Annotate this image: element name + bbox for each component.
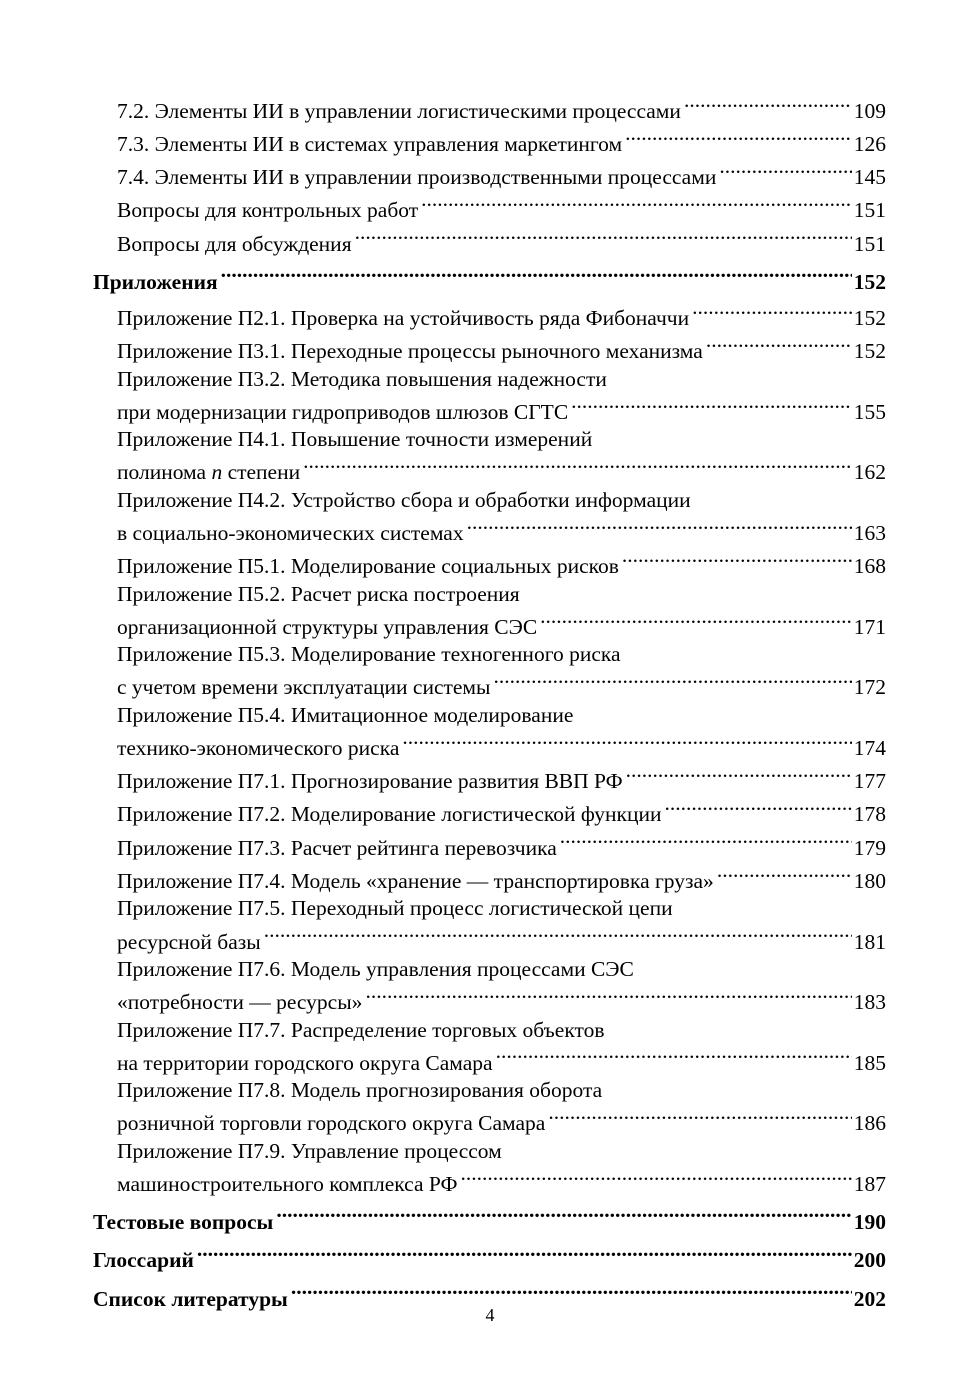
toc-entry-title: Приложение П7.3. Расчет рейтинга перевозчика	[117, 835, 557, 860]
toc-leader-dots	[661, 796, 851, 822]
toc-entry-first-line: Приложение П4.2. Устройство сбора и обработки информации	[117, 487, 691, 512]
toc-entry-title: Глоссарий	[93, 1248, 194, 1273]
toc-entry-title-part: степени	[222, 460, 301, 485]
toc-page-number: 145	[853, 165, 886, 190]
toc-entry-title: Приложение П2.1. Проверка на устойчивость ряда Фибоначчи	[117, 306, 690, 331]
toc-entry[interactable]	[93, 332, 886, 365]
toc-leader-dots	[362, 983, 851, 1009]
toc-entry-title: машиностроительного комплекса РФ	[117, 1171, 458, 1196]
toc-entry-title: в социально-экономических системах	[117, 521, 464, 546]
toc-page-number: 172	[853, 675, 886, 700]
toc-entry[interactable]	[93, 92, 886, 125]
toc-entry-title: Вопросы для обсуждения	[117, 231, 352, 256]
toc-leader-dots	[273, 1203, 851, 1229]
toc-leader-dots	[352, 225, 852, 251]
toc-page-number: 109	[853, 98, 886, 123]
toc-page-number: 152	[853, 269, 886, 294]
toc-leader-dots	[493, 1044, 852, 1070]
toc-entry-first-line: Приложение П7.5. Переходный процесс логистической цепи	[117, 896, 673, 921]
toc-entry[interactable]	[93, 125, 886, 158]
toc-entry-title: при модернизации гидроприводов шлюзов СГТС	[117, 399, 569, 424]
toc-entry[interactable]	[93, 862, 886, 895]
toc-leader-dots	[194, 1242, 852, 1268]
toc-entry-title: Список литературы	[93, 1286, 288, 1311]
toc-page-number: 178	[853, 802, 886, 827]
toc-leader-dots	[418, 192, 852, 218]
toc-entry-title: Вопросы для контрольных работ	[117, 198, 419, 223]
toc-section-entry[interactable]	[93, 1242, 886, 1275]
toc-entry-first-line: Приложение П7.6. Модель управления процессами СЭС	[117, 956, 634, 981]
toc-leader-dots	[537, 608, 852, 634]
toc-entry-title: с учетом времени эксплуатации системы	[117, 675, 491, 700]
toc-entry-first-line: Приложение П7.7. Распределение торговых объектов	[117, 1017, 605, 1042]
toc-section-entry[interactable]	[93, 1203, 886, 1236]
toc-page-number: 155	[853, 399, 886, 424]
toc-page-number: 185	[853, 1050, 886, 1075]
toc-entry[interactable]	[93, 299, 886, 332]
toc-entry-italic: n	[211, 460, 223, 485]
toc-leader-dots	[681, 92, 852, 118]
toc-entry-first-line: Приложение П5.3. Моделирование техногенного риска	[117, 642, 621, 667]
toc-entry[interactable]	[93, 729, 886, 762]
toc-page-number: 152	[853, 339, 886, 364]
page-number: 4	[485, 1305, 495, 1325]
toc-leader-dots	[545, 1105, 851, 1131]
toc-page-number: 163	[853, 521, 886, 546]
toc-entry[interactable]	[93, 1165, 886, 1198]
toc-entry-title	[117, 459, 300, 486]
toc-page-number: 177	[853, 769, 886, 794]
toc-leader-dots	[557, 829, 852, 855]
toc-entry-title: организационной структуры управления СЭС	[117, 614, 538, 639]
toc-entry-first-line: Приложение П7.9. Управление процессом	[117, 1138, 502, 1163]
toc-entry[interactable]	[93, 829, 886, 862]
toc-leader-dots	[261, 923, 852, 949]
toc-entry-title: Тестовые вопросы	[93, 1210, 274, 1235]
toc-entry-title: 7.2. Элементы ИИ в управлении логистическими процессами	[117, 98, 681, 123]
toc-entry-title: «потребности — ресурсы»	[117, 990, 363, 1015]
toc-leader-dots	[218, 263, 852, 289]
toc-page-number: 190	[853, 1210, 886, 1235]
toc-page-number: 179	[853, 835, 886, 860]
toc-entry[interactable]	[93, 192, 886, 225]
toc-entry-title: технико-экономического риска	[117, 736, 400, 761]
toc-page-number: 152	[853, 306, 886, 331]
toc-entry[interactable]	[93, 923, 886, 956]
toc-page-number: 151	[853, 198, 886, 223]
toc-entry-first-line: Приложение П5.4. Имитационное моделирование	[117, 702, 574, 727]
toc-entry[interactable]	[93, 393, 886, 426]
toc-entry[interactable]	[93, 762, 886, 795]
toc-leader-dots	[716, 158, 851, 184]
toc-page-number: 162	[853, 460, 886, 485]
toc-leader-dots	[714, 862, 852, 888]
toc-entry-first-line: Приложение П3.2. Методика повышения надежности	[117, 366, 607, 391]
toc-entry[interactable]	[93, 454, 886, 487]
toc-entry[interactable]	[93, 547, 886, 580]
toc-entry[interactable]	[93, 158, 886, 191]
toc-leader-dots	[689, 299, 852, 325]
toc-entry[interactable]	[93, 1044, 886, 1077]
toc-entry[interactable]	[93, 514, 886, 547]
toc-page-number: 200	[853, 1248, 886, 1273]
toc-entry-title: Приложения	[93, 269, 218, 294]
toc-page-number: 187	[853, 1171, 886, 1196]
toc-entry-first-line: Приложение П5.2. Расчет риска построения	[117, 581, 520, 606]
toc-entry[interactable]	[93, 608, 886, 641]
toc-entry-title-part: полинома	[117, 460, 207, 485]
toc-entry[interactable]	[93, 225, 886, 258]
toc-entry-first-line: Приложение П4.1. Повышение точности измерений	[117, 427, 593, 452]
toc-entry[interactable]	[93, 1105, 886, 1138]
toc-entry-title: Приложение П7.4. Модель «хранение — транспортировка груза»	[117, 868, 714, 893]
toc-leader-dots	[490, 669, 851, 695]
toc-leader-dots	[464, 514, 852, 540]
toc-page-number: 168	[853, 554, 886, 579]
toc-leader-dots	[622, 125, 852, 151]
toc-entry[interactable]	[93, 669, 886, 702]
toc-entry-title: розничной торговли городского округа Самара	[117, 1111, 546, 1136]
toc-leader-dots	[568, 393, 852, 419]
toc-entry[interactable]	[93, 983, 886, 1016]
toc-page-number: 180	[853, 868, 886, 893]
toc-leader-dots	[703, 332, 852, 358]
toc-entry-title: 7.4. Элементы ИИ в управлении производственными процессами	[117, 165, 717, 190]
toc-page-number: 183	[853, 990, 886, 1015]
toc-page-number: 126	[853, 132, 886, 156]
toc-entry-first-line: Приложение П7.8. Модель прогнозирования оборота	[117, 1078, 603, 1103]
toc-leader-dots	[399, 729, 851, 755]
toc-section-entry[interactable]	[93, 263, 886, 296]
toc-leader-dots	[623, 762, 852, 788]
toc-entry-title: 7.3. Элементы ИИ в системах управления маркетингом	[117, 132, 623, 156]
toc-page-number: 171	[853, 614, 886, 639]
table-of-contents	[93, 92, 886, 1316]
toc-entry-title: Приложение П7.1. Прогнозирование развития ВВП РФ	[117, 769, 623, 794]
toc-page-number: 174	[853, 736, 886, 761]
toc-entry-title: Приложение П3.1. Переходные процессы рыночного механизма	[117, 339, 703, 364]
toc-page-number: 181	[853, 929, 886, 954]
toc-page-number: 186	[853, 1111, 886, 1136]
toc-entry[interactable]	[93, 796, 886, 829]
toc-leader-dots	[300, 454, 852, 480]
toc-leader-dots	[619, 547, 852, 573]
toc-entry-title: Приложение П7.2. Моделирование логистической функции	[117, 802, 662, 827]
toc-leader-dots	[457, 1165, 851, 1191]
toc-entry-title: на территории городского округа Самара	[117, 1050, 493, 1075]
toc-entry-title: Приложение П5.1. Моделирование социальных рисков	[117, 554, 619, 579]
toc-page-number: 151	[853, 231, 886, 256]
toc-leader-dots	[288, 1280, 852, 1306]
toc-entry-title: ресурсной базы	[117, 929, 261, 954]
toc-page-number: 202	[853, 1286, 886, 1311]
